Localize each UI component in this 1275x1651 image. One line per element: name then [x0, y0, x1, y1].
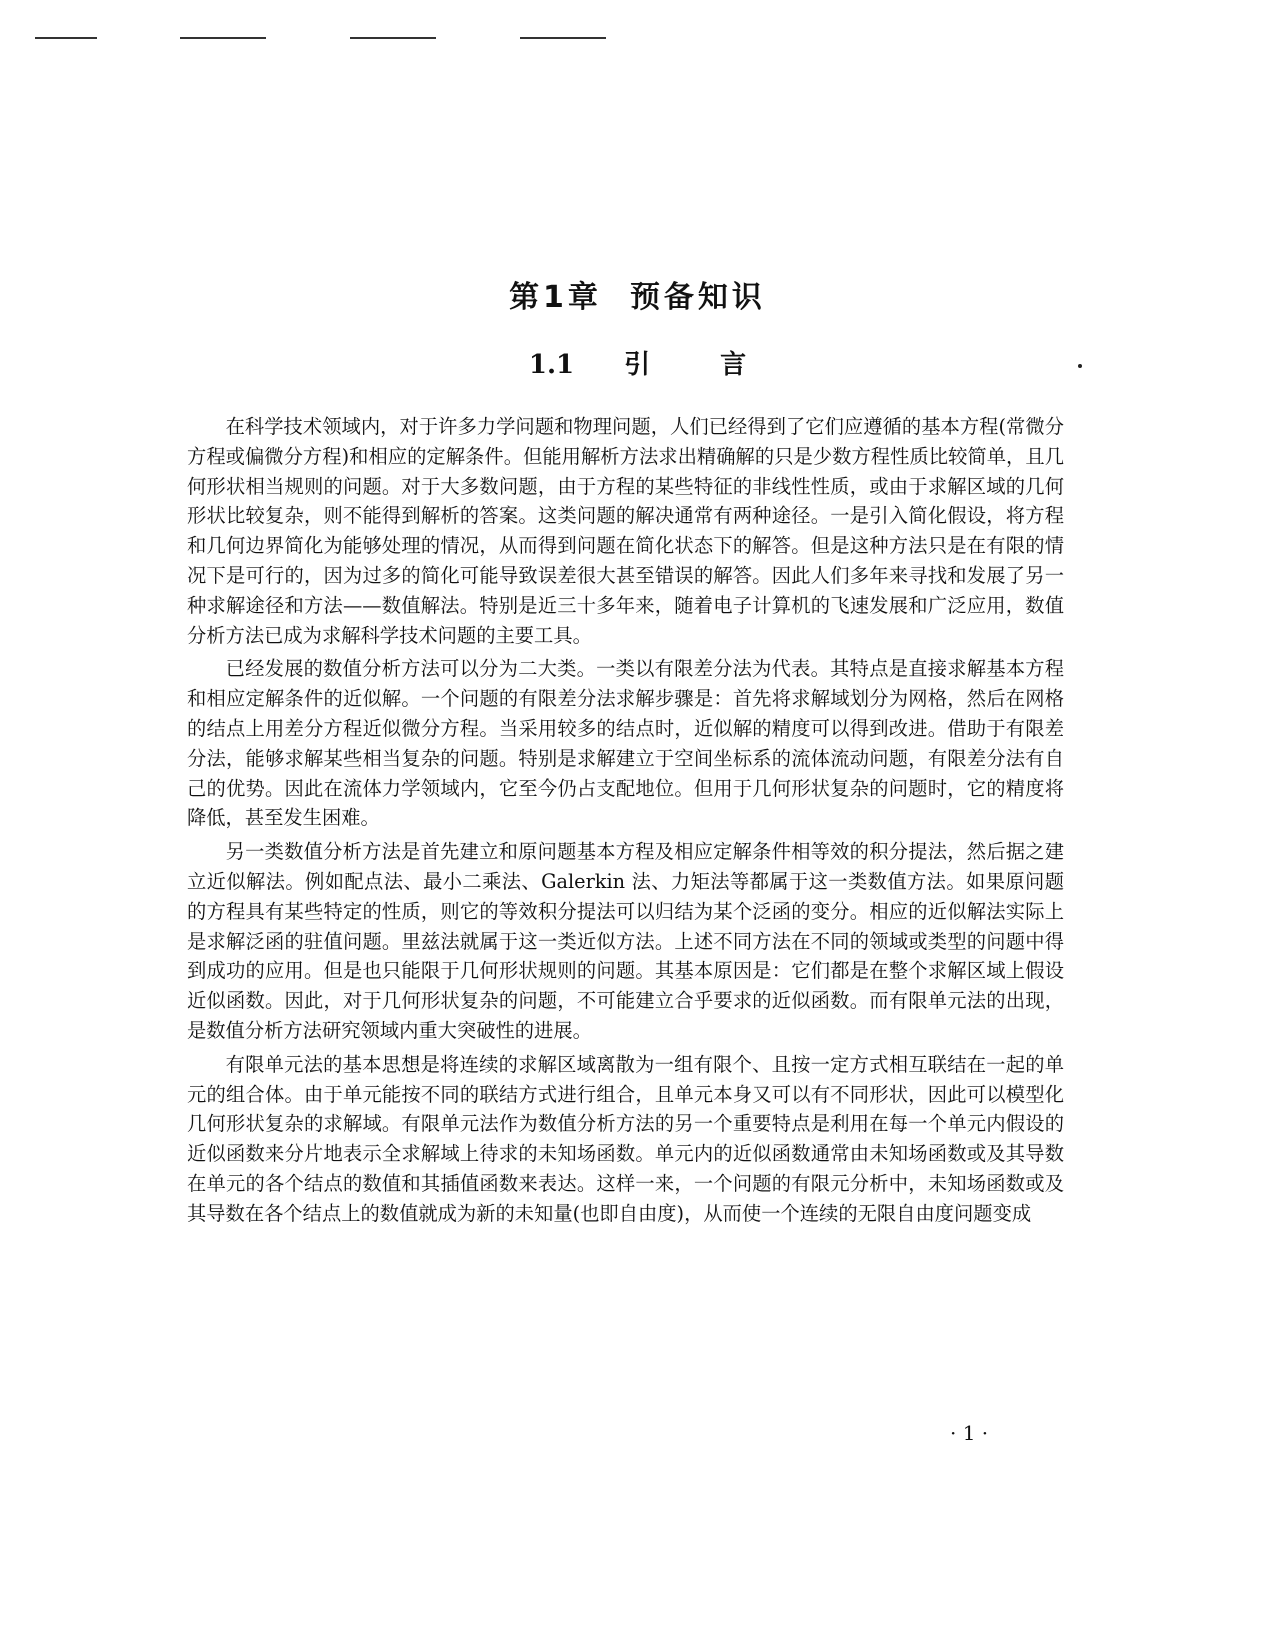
header-rule — [520, 37, 606, 39]
section-title-char-1: 引 — [624, 350, 651, 380]
paragraph: 在科学技术领域内，对于许多力学问题和物理问题，人们已经得到了它们应遵循的基本方程(常微分方程或偏微分方程)和相应的定解条件。但能用解析方法求出精确解的只是少数方程性质比较简单，且几何形状相当规则的问题。对于大多数问题，由于方程的某些特征的非线性性质，或由于求解区域的几何形状比较复杂，则不能得到解析的答案。这类问题的解决通常有两种途径。一是引入简化假设，将方程和几何边界简化为能够处理的情况，从而得到问题在简化状态下的解答。但是这种方法只是在有限的情况下是可行的，因为过多的简化可能导致误差很大甚至错误的解答。因此人们多年来寻找和发展了另一种求解途径和方法——数值解法。特别是近三十多年来，随着电子计算机的飞速发展和广泛应用，数值分析方法已成为求解科学技术问题的主要工具。 — [187, 415, 1064, 647]
scan-speck — [1078, 364, 1082, 368]
section-title — [0, 344, 1275, 381]
page-number: · 1 · — [950, 1421, 989, 1445]
section-number: 1.1 — [528, 350, 575, 380]
header-rule — [350, 37, 436, 39]
chapter-subtitle: 预备知识 — [629, 280, 766, 315]
header-rule — [180, 37, 266, 39]
body-text — [187, 412, 1064, 1233]
chapter-number: 第1章 — [509, 280, 602, 315]
paragraph: 有限单元法的基本思想是将连续的求解区域离散为一组有限个、且按一定方式相互联结在一起的单元的组合体。由于单元能按不同的联结方式进行组合，且单元本身又可以有不同形状，因此可以模型化几何形状复杂的求解域。有限单元法作为数值分析方法的另一个重要特点是利用在每一个单元内假设的近似函数来分片地表示全求解域上待求的未知场函数。单元内的近似函数通常由未知场函数或及其导数在单元的各个结点的数值和其插值函数来表达。这样一来，一个问题的有限元分析中，未知场函数或及其导数在各个结点上的数值就成为新的未知量(也即自由度)，从而使一个连续的无限自由度问题变成 — [187, 1052, 1064, 1225]
paragraph: 已经发展的数值分析方法可以分为二大类。一类以有限差分法为代表。其特点是直接求解基本方程和相应定解条件的近似解。一个问题的有限差分法求解步骤是：首先将求解域划分为网格，然后在网格的结点上用差分方程近似微分方程。当采用较多的结点时，近似解的精度可以得到改进。借助于有限差分法，能够求解某些相当复杂的问题。特别是求解建立于空间坐标系的流体流动问题，有限差分法有自己的优势。因此在流体力学领域内，它至今仍占支配地位。但用于几何形状复杂的问题时，它的精度将降低，甚至发生困难。 — [187, 657, 1064, 830]
paragraph: 另一类数值分析方法是首先建立和原问题基本方程及相应定解条件相等效的积分提法，然后据之建立近似解法。例如配点法、最小二乘法、Galerkin 法、力矩法等都属于这一类数值方法。如果原问题的方程具有某些特定的性质，则它的等效积分提法可以归结为某个泛函的变分。相应的近似解法实际上是求解泛函的驻值问题。里兹法就属于这一类近似方法。上述不同方法在不同的领域或类型的问题中得到成功的应用。但是也只能限于几何形状规则的问题。其基本原因是：它们都是在整个求解区域上假设近似函数。因此，对于几何形状复杂的问题，不可能建立合乎要求的近似函数。而有限单元法的出现，是数值分析方法研究领域内重大突破性的进展。 — [187, 840, 1064, 1042]
section-title-char-2: 言 — [720, 350, 747, 380]
chapter-title — [0, 272, 1275, 316]
header-rule — [35, 37, 97, 39]
